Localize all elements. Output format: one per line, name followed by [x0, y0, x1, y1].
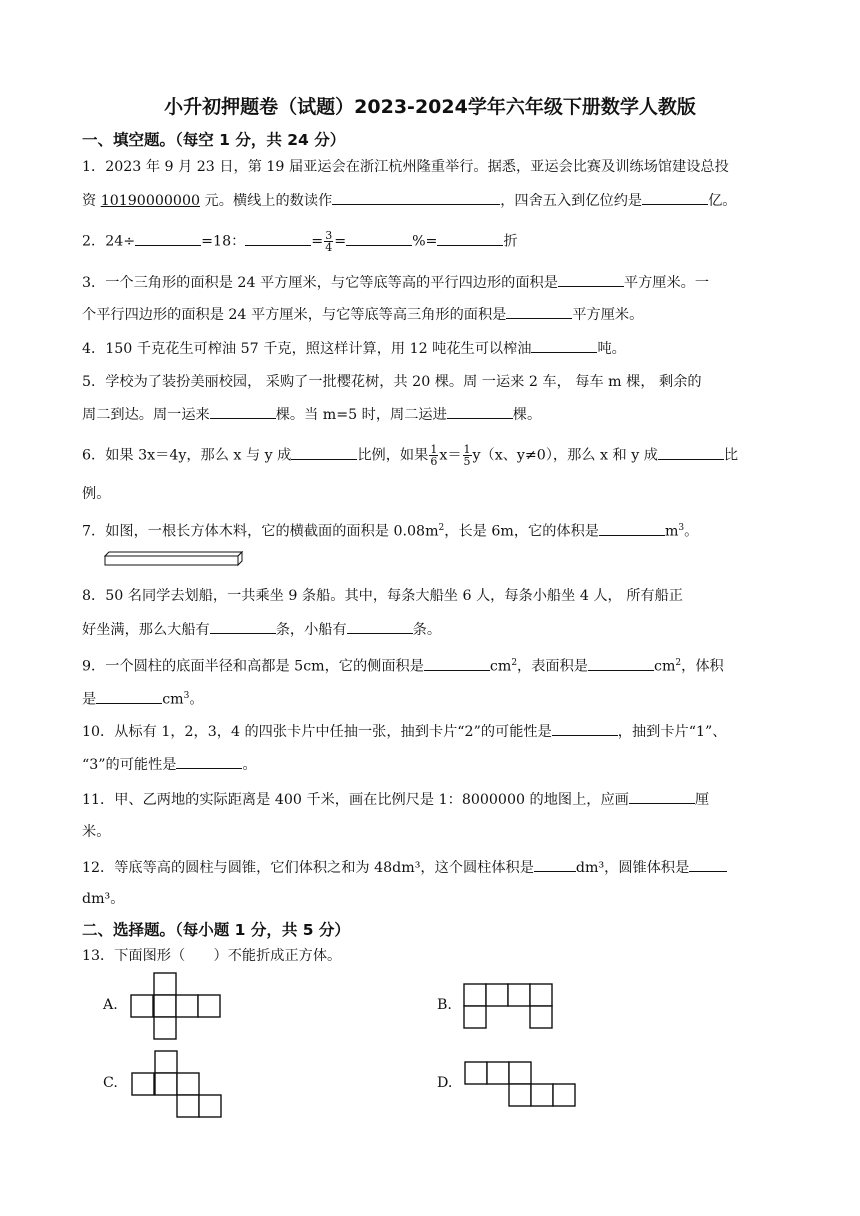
q5-blank-2[interactable] — [447, 404, 513, 419]
q2-blank-3[interactable] — [346, 231, 412, 246]
q11-line1: 11．甲、乙两地的实际距离是 400 千米，画在比例尺是 1：8000000 的地图上，应画 厘 — [82, 789, 709, 810]
q2-line: 2．24÷ =18： = $\frac{3}{4}$ = %= 折 — [82, 229, 518, 254]
section-fill-in-heading: 一、填空题。（每空 1 分，共 24 分） — [82, 131, 346, 149]
q2-blank-2[interactable] — [245, 231, 311, 246]
q12-line1: 12．等底等高的圆柱与圆锥，它们体积之和为 48dm³，这个圆柱体积是 dm³，圆锥体积是 — [82, 857, 727, 878]
q8-blank-2[interactable] — [347, 619, 413, 634]
q6-blank-1[interactable] — [291, 445, 357, 460]
q9-blank-2[interactable] — [588, 656, 654, 671]
q5-line2: 周二到达。周一运来 棵。当 m=5 时，周二运进 棵。 — [82, 404, 541, 425]
q3-blank-2[interactable] — [506, 304, 572, 319]
q1-number: 10190000000 — [100, 193, 200, 209]
q2-blank-1[interactable] — [135, 231, 201, 246]
wood-beam-figure — [104, 551, 244, 567]
option-d-cube-net[interactable] — [464, 1061, 582, 1109]
q10-line2: “3”的可能性是 。 — [82, 754, 257, 775]
q8-blank-1[interactable] — [210, 619, 276, 634]
q12-blank-2[interactable] — [689, 857, 727, 872]
q6-fraction-2: $\frac{1}{5}$ — [463, 443, 471, 468]
q9-line2: 是 $cm^3$。 — [82, 686, 204, 710]
q6-line2: 例。 — [82, 486, 111, 502]
q8-line2: 好坐满，那么大船有 条，小船有 条。 — [82, 619, 441, 640]
option-b-cube-net[interactable] — [463, 983, 559, 1031]
q5-line1: 5．学校为了装扮美丽校园， 采购了一批樱花树，共 20 棵。周 一运来 2 车， 每车 m 棵， 剩余的 — [82, 374, 702, 390]
q10-blank-1[interactable] — [552, 721, 618, 736]
q5-blank-1[interactable] — [210, 404, 276, 419]
option-d-label[interactable]: D. — [437, 1075, 453, 1091]
option-b-label[interactable]: B. — [437, 997, 452, 1013]
q2-fraction: $\frac{3}{4}$ — [325, 229, 333, 254]
q1-line1: 1．2023 年 9 月 23 日，第 19 届亚运会在浙江杭州隆重举行。据悉，亚运会比赛及训练场馆建设总投 — [82, 159, 729, 175]
q10-blank-2[interactable] — [176, 754, 242, 769]
option-a-cube-net[interactable] — [130, 972, 226, 1042]
option-a-label[interactable]: A. — [103, 997, 118, 1013]
q3-line1: 3．一个三角形的面积是 24 平方厘米，与它等底等高的平行四边形的面积是 平方厘米。一 — [82, 272, 709, 293]
option-c-label[interactable]: C. — [103, 1075, 118, 1091]
q8-line1: 8．50 名同学去划船，一共乘坐 9 条船。其中，每条大船坐 6 人，每条小船坐 4 人， 所有船正 — [82, 588, 683, 604]
q1-blank-1[interactable] — [332, 190, 500, 205]
q2-blank-4[interactable] — [437, 231, 503, 246]
section-choice-heading: 二、选择题。（每小题 1 分，共 5 分） — [82, 921, 350, 939]
q13-question: 13．下面图形（ ）不能折成正方体。 — [82, 948, 342, 964]
q3-line2: 个平行四边形的面积是 24 平方厘米，与它等底等高三角形的面积是 平方厘米。 — [82, 304, 643, 325]
q1-line2: 资 10190000000 元。横线上的数读作 ，四舍五入到亿位约是 亿。 — [82, 190, 736, 211]
page-title: 小升初押题卷（试题）2023-2024学年六年级下册数学人教版 — [164, 96, 696, 118]
option-c-cube-net[interactable] — [131, 1050, 227, 1120]
q12-blank-1[interactable] — [534, 857, 576, 872]
q7-line: 7．如图，一根长方体木料，它的横截面的面积是 $0.08m^2$，长是 6m，它的体积是 $m^3$。 — [82, 518, 698, 542]
q3-blank-1[interactable] — [558, 272, 624, 287]
q10-line1: 10．从标有 1，2，3，4 的四张卡片中任抽一张，抽到卡片“2”的可能性是 ，抽到卡片“1”、 — [82, 721, 726, 742]
q11-blank[interactable] — [629, 789, 695, 804]
q9-blank-3[interactable] — [96, 689, 162, 704]
q6-fraction-1: $\frac{1}{6}$ — [430, 443, 438, 468]
q6-blank-2[interactable] — [658, 445, 724, 460]
q12-line2: dm³。 — [82, 891, 125, 907]
q6-line1: 6．如果 3x＝4y，那么 x 与 y 成 比例，如果 $\frac{1}{6}$ x＝ $\frac{1}{5}$ y（x、y≠0），那么 x 和 y 成 比 — [82, 443, 739, 468]
q4-line: 4．150 千克花生可榨油 57 千克，照这样计算，用 12 吨花生可以榨油 吨。 — [82, 338, 626, 359]
q9-blank-1[interactable] — [424, 656, 490, 671]
q9-line1: 9．一个圆柱的底面半径和高都是 5cm，它的侧面积是 $cm^2$，表面积是 $cm^2$，体积 — [82, 653, 724, 677]
q11-line2: 米。 — [82, 824, 111, 840]
q4-blank[interactable] — [531, 338, 597, 353]
q1-blank-2[interactable] — [642, 190, 708, 205]
q7-blank[interactable] — [599, 521, 665, 536]
